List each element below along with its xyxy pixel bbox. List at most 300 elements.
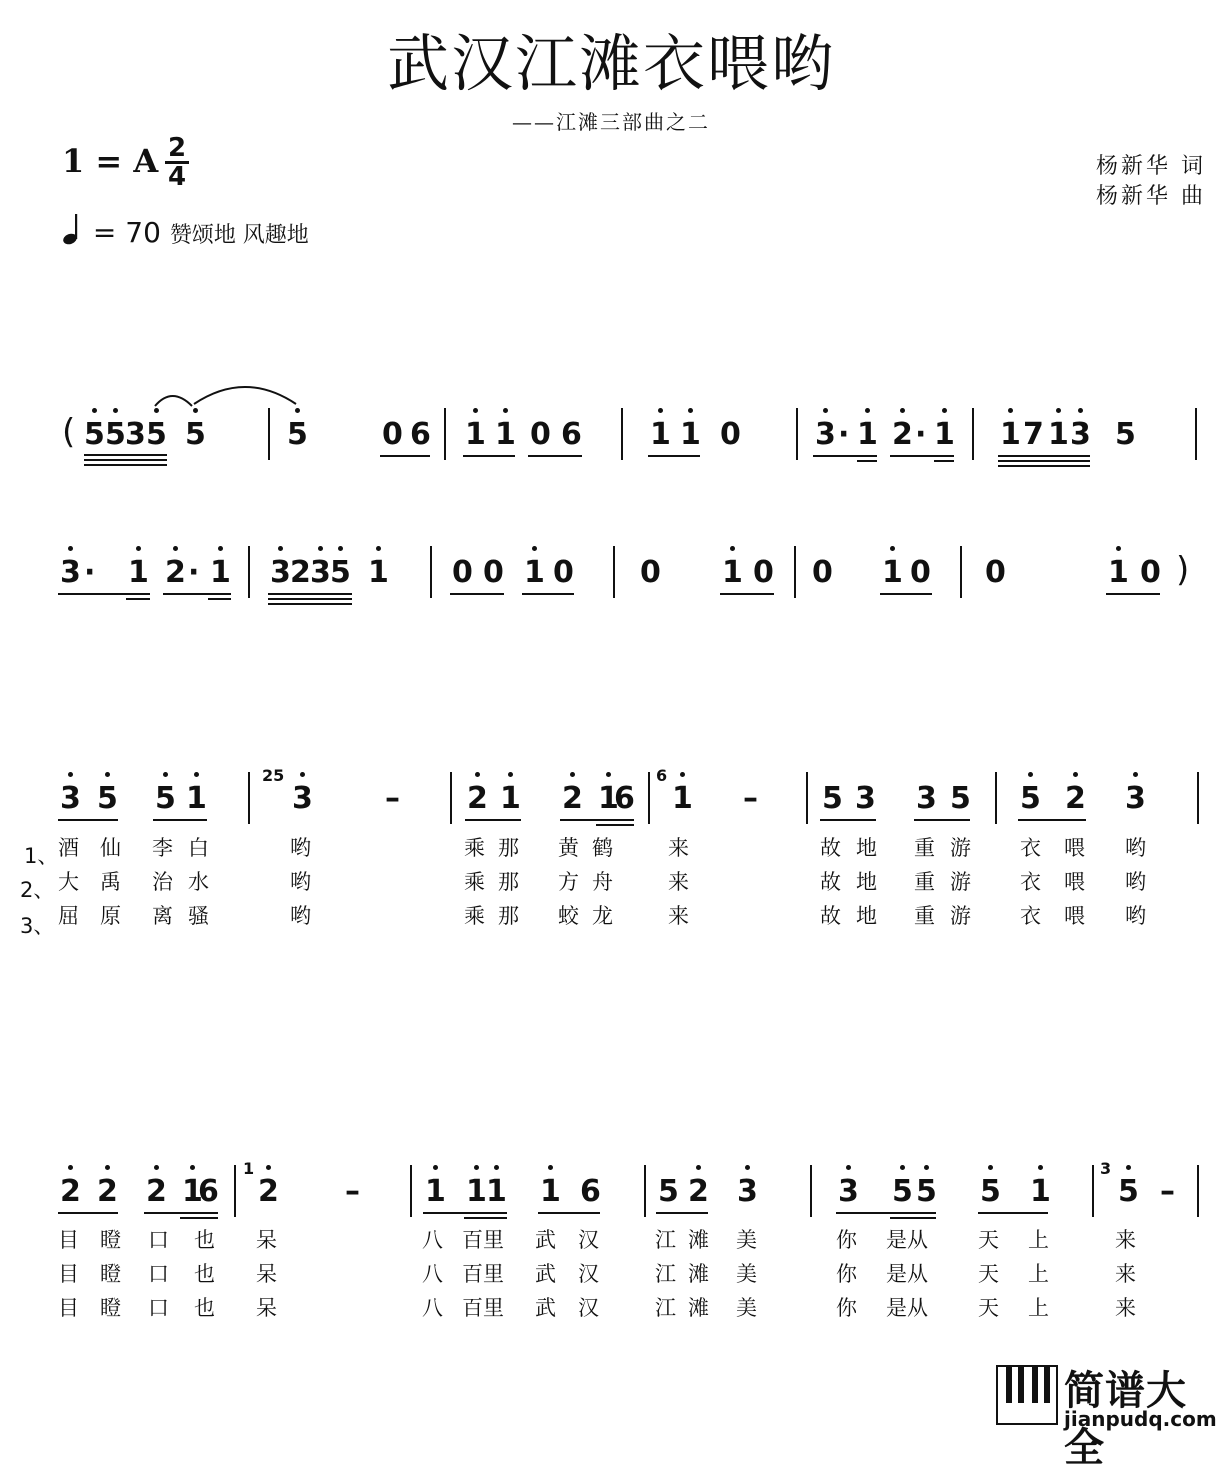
note — [1023, 418, 1044, 452]
octave-dot — [1073, 772, 1078, 777]
note-digit: 1 — [210, 555, 231, 590]
octave-dot — [475, 772, 480, 777]
quarter-note-icon — [62, 212, 84, 246]
note — [165, 556, 186, 590]
time-numerator: 2 — [167, 133, 187, 163]
chorus-lyric: 上 — [1028, 1228, 1049, 1252]
close-paren: ) — [1176, 550, 1190, 590]
note — [60, 1175, 81, 1209]
octave-dot — [473, 408, 478, 413]
song-subtitle: ——江滩三部曲之二 — [512, 110, 710, 134]
chorus-lyric: 滩 — [688, 1262, 709, 1286]
note-digit: · — [915, 417, 927, 452]
chorus-lyric: 滩 — [688, 1228, 709, 1252]
note — [292, 782, 313, 816]
verse-number: 2、 — [20, 878, 55, 902]
underline — [998, 460, 1090, 462]
note-digit: 2 — [258, 1174, 279, 1209]
note-digit: 0 — [812, 555, 833, 590]
verse-lyric: 重 — [914, 904, 935, 928]
chorus-lyric: 是从 — [886, 1262, 928, 1286]
tempo-marking — [62, 212, 309, 249]
note-digit: 3 — [292, 781, 313, 816]
verse-lyric: 衣 — [1020, 904, 1041, 928]
note-digit: 5 — [1115, 417, 1136, 452]
verse-lyric: 屈 — [58, 904, 79, 928]
note-digit: · — [84, 555, 96, 590]
note-digit: 2 — [60, 1174, 81, 1209]
song-title: 武汉江滩衣喂哟 — [386, 27, 835, 100]
note-digit: 0 — [910, 555, 931, 590]
chorus-lyric: 你 — [836, 1262, 857, 1286]
underline — [58, 819, 118, 821]
verse-lyric: 乘 — [464, 836, 485, 860]
barline — [621, 408, 623, 460]
chorus-lyric: 百里 — [462, 1296, 504, 1320]
verse-lyric: 哟 — [290, 836, 311, 860]
verse-lyric: 那 — [498, 904, 519, 928]
verse-lyric: 舟 — [592, 870, 613, 894]
score-system-1 — [0, 412, 1222, 478]
note — [310, 556, 331, 590]
verse-lyric: 黄 — [558, 836, 579, 860]
note — [1065, 782, 1086, 816]
note-digit: 1 — [425, 1174, 446, 1209]
barline — [430, 546, 432, 598]
note — [892, 418, 913, 452]
tempo-value: = 70 — [92, 216, 161, 249]
note — [290, 556, 311, 590]
chorus-lyric: 天 — [978, 1296, 999, 1320]
note — [812, 556, 833, 590]
octave-dot — [92, 408, 97, 413]
verse-lyric: 喂 — [1064, 870, 1085, 894]
barline — [796, 408, 798, 460]
note-digit: 0 — [640, 555, 661, 590]
underline — [978, 1212, 1048, 1214]
octave-dot — [154, 1165, 159, 1170]
verse-lyric: 故 — [820, 836, 841, 860]
underline — [528, 455, 582, 457]
barline — [410, 1165, 412, 1217]
note-digit: 1 — [650, 417, 671, 452]
underline — [656, 1212, 708, 1214]
note — [1000, 418, 1021, 452]
octave-dot — [218, 546, 223, 551]
note — [467, 782, 488, 816]
note — [855, 782, 876, 816]
verse-lyric: 治 — [152, 870, 173, 894]
verse-lyric: 酒 — [58, 836, 79, 860]
note-digit: · — [838, 417, 850, 452]
note-digit: 5 — [1118, 1174, 1139, 1209]
octave-dot — [1056, 408, 1061, 413]
octave-dot — [745, 1165, 750, 1170]
dash: – — [385, 781, 400, 816]
verse-number: 1、 — [24, 844, 59, 868]
note — [658, 1175, 679, 1209]
underline — [813, 455, 877, 457]
note — [915, 418, 926, 452]
chorus-lyric: 来 — [1115, 1262, 1136, 1286]
note — [934, 418, 955, 452]
note — [838, 418, 849, 452]
note-digit: 3 — [737, 1174, 758, 1209]
note-digit: 2 — [562, 781, 583, 816]
chorus-lyric: 美 — [736, 1262, 757, 1286]
verse-lyric: 故 — [820, 870, 841, 894]
dash: – — [345, 1174, 360, 1209]
octave-dot — [532, 546, 537, 551]
credits — [1096, 152, 1206, 212]
note — [155, 782, 176, 816]
barline — [1092, 1165, 1094, 1217]
verse-lyric: 骚 — [188, 904, 209, 928]
octave-dot — [900, 1165, 905, 1170]
note-digit: 5 — [97, 781, 118, 816]
open-paren: ( — [62, 412, 76, 452]
octave-dot — [136, 546, 141, 551]
underline — [268, 603, 352, 605]
note-digit: 1 — [1048, 417, 1069, 452]
note — [1108, 556, 1129, 590]
verse-lyric: 水 — [188, 870, 209, 894]
verse-lyric: 重 — [914, 836, 935, 860]
note-digit: 5 — [287, 417, 308, 452]
underline — [820, 819, 876, 821]
barline — [1195, 408, 1197, 460]
dash: – — [743, 781, 758, 816]
note — [561, 418, 582, 452]
octave-dot — [318, 546, 323, 551]
note-digit: 1 — [540, 1174, 561, 1209]
chorus-lyric: 呆 — [256, 1262, 277, 1286]
verse-lyric: 地 — [856, 836, 877, 860]
octave-dot — [163, 772, 168, 777]
note — [688, 1175, 709, 1209]
note-digit: 6 — [561, 417, 582, 452]
chorus-lyric: 汉 — [578, 1228, 599, 1252]
piano-keys-icon — [996, 1365, 1058, 1425]
note-digit: 5 — [916, 1174, 937, 1209]
underline — [934, 460, 954, 462]
underline — [538, 1212, 600, 1214]
underline — [84, 459, 167, 461]
underline — [208, 598, 231, 600]
dash: – — [1160, 1174, 1175, 1209]
note — [60, 556, 81, 590]
underline — [84, 454, 167, 456]
octave-dot — [508, 772, 513, 777]
verse-lyric: 那 — [498, 870, 519, 894]
note-digit: 3 — [60, 555, 81, 590]
note-digit: 0 — [530, 417, 551, 452]
underline — [648, 455, 700, 457]
logo-url: jianpudq.com — [1064, 1407, 1217, 1431]
barline — [806, 772, 808, 824]
note-digit: 6 — [580, 1174, 601, 1209]
verse-lyric: 原 — [100, 904, 121, 928]
chorus-lyric: 口 — [148, 1228, 169, 1252]
note — [425, 1175, 446, 1209]
note — [330, 556, 351, 590]
octave-dot — [1116, 546, 1121, 551]
barline — [613, 546, 615, 598]
octave-dot — [194, 772, 199, 777]
note — [483, 556, 504, 590]
underline — [890, 455, 954, 457]
verse-lyric: 游 — [950, 904, 971, 928]
verse-lyric: 哟 — [1125, 904, 1146, 928]
chorus-lyric: 也 — [194, 1262, 215, 1286]
note-digit: 1 — [934, 417, 955, 452]
note — [128, 556, 149, 590]
note-digit: 1 — [722, 555, 743, 590]
lyricist: 杨新华 词 — [1096, 154, 1206, 179]
underline — [720, 593, 774, 595]
octave-dot — [266, 1165, 271, 1170]
underline — [58, 593, 150, 595]
note — [722, 556, 743, 590]
note-digit: · — [188, 555, 200, 590]
chorus-lyric: 目 — [58, 1262, 79, 1286]
note-digit: 5 — [146, 417, 167, 452]
underline — [153, 819, 207, 821]
octave-dot — [1038, 1165, 1043, 1170]
verse-lyric: 衣 — [1020, 870, 1041, 894]
note-digit: 6 — [614, 781, 635, 816]
note-digit: 3 — [310, 555, 331, 590]
note-digit: 0 — [553, 555, 574, 590]
octave-dot — [1126, 1165, 1131, 1170]
note — [270, 556, 291, 590]
grace-notes: 25 — [262, 766, 285, 785]
note-digit: 5 — [892, 1174, 913, 1209]
note-digit: 2 — [146, 1174, 167, 1209]
note-digit: 1 — [1030, 1174, 1051, 1209]
underline — [180, 1217, 218, 1219]
note — [125, 418, 146, 452]
chorus-lyric: 八 — [422, 1228, 443, 1252]
verse-lyric: 乘 — [464, 904, 485, 928]
note-digit: 3 — [815, 417, 836, 452]
grace-note: 3 — [1100, 1159, 1112, 1178]
note — [60, 782, 81, 816]
time-signature — [165, 133, 189, 192]
verse-lyric: 重 — [914, 870, 935, 894]
chorus-lyric: 江 — [655, 1262, 676, 1286]
barline — [1197, 772, 1199, 824]
chorus-lyric: 武 — [535, 1228, 556, 1252]
note — [1125, 782, 1146, 816]
octave-dot — [105, 772, 110, 777]
logo-text: 简谱大全 — [1064, 1368, 1187, 1471]
note — [737, 1175, 758, 1209]
barline — [1197, 1165, 1199, 1217]
underline — [914, 819, 970, 821]
note-digit: 7 — [1023, 417, 1044, 452]
underline — [880, 593, 932, 595]
verse-lyric: 地 — [856, 870, 877, 894]
octave-dot — [570, 772, 575, 777]
note — [198, 1175, 219, 1209]
chorus-lyric: 是从 — [886, 1296, 928, 1320]
note — [1115, 418, 1136, 452]
underline — [84, 464, 167, 466]
note — [892, 1175, 913, 1209]
grace-note: 1 — [243, 1159, 255, 1178]
barline — [450, 772, 452, 824]
underline — [857, 460, 877, 462]
note — [486, 1175, 507, 1209]
note-digit: 3 — [855, 781, 876, 816]
note-digit: 1 — [186, 781, 207, 816]
note — [410, 418, 431, 452]
note-digit: 5 — [185, 417, 206, 452]
verse-lyric: 喂 — [1064, 904, 1085, 928]
note-digit: 3 — [838, 1174, 859, 1209]
note — [857, 418, 878, 452]
note — [882, 556, 903, 590]
note — [1070, 418, 1091, 452]
note — [562, 782, 583, 816]
note-digit: 1 — [680, 417, 701, 452]
note-digit: 1 — [672, 781, 693, 816]
note-digit: 0 — [382, 417, 403, 452]
note — [258, 1175, 279, 1209]
verse-lyric: 地 — [856, 904, 877, 928]
verse-lyric: 来 — [668, 904, 689, 928]
slur-icon — [150, 382, 300, 412]
octave-dot — [68, 1165, 73, 1170]
verse-lyric: 仙 — [100, 836, 121, 860]
verse-lyric: 来 — [668, 836, 689, 860]
note — [753, 556, 774, 590]
note — [916, 1175, 937, 1209]
verse-lyric: 蛟 — [558, 904, 579, 928]
underline — [998, 455, 1090, 457]
note — [916, 782, 937, 816]
time-denominator: 4 — [167, 162, 187, 192]
verse-lyric: 哟 — [1125, 836, 1146, 860]
verse-lyric: 游 — [950, 836, 971, 860]
note-digit: 0 — [1140, 555, 1161, 590]
note — [97, 782, 118, 816]
barline — [810, 1165, 812, 1217]
note-digit: 5 — [84, 417, 105, 452]
note-digit: 0 — [720, 417, 741, 452]
note — [84, 418, 105, 452]
chorus-lyric: 口 — [148, 1296, 169, 1320]
barline — [960, 546, 962, 598]
barline — [234, 1165, 236, 1217]
underline — [998, 465, 1090, 467]
site-logo — [996, 1361, 1217, 1471]
note — [1140, 556, 1161, 590]
octave-dot — [688, 408, 693, 413]
verse-lyric: 故 — [820, 904, 841, 928]
octave-dot — [300, 772, 305, 777]
note — [146, 1175, 167, 1209]
octave-dot — [900, 408, 905, 413]
octave-dot — [376, 546, 381, 551]
note — [815, 418, 836, 452]
underline — [1018, 819, 1086, 821]
chorus-lyric: 美 — [736, 1228, 757, 1252]
chorus-lyric: 口 — [148, 1262, 169, 1286]
verse-lyric: 那 — [498, 836, 519, 860]
note-digit: 2 — [1065, 781, 1086, 816]
octave-dot — [942, 408, 947, 413]
verse-lyric: 来 — [668, 870, 689, 894]
chorus-lyric: 是从 — [886, 1228, 928, 1252]
chorus-lyric: 百里 — [462, 1262, 504, 1286]
note-digit: 6 — [410, 417, 431, 452]
note — [985, 556, 1006, 590]
note — [950, 782, 971, 816]
note — [822, 782, 843, 816]
underline — [890, 1217, 936, 1219]
chorus-lyric: 滩 — [688, 1296, 709, 1320]
note — [524, 556, 545, 590]
chorus-lyric: 江 — [655, 1296, 676, 1320]
note-digit: 0 — [753, 555, 774, 590]
octave-dot — [1133, 772, 1138, 777]
note — [495, 418, 516, 452]
verse-lyric: 衣 — [1020, 836, 1041, 860]
note — [186, 782, 207, 816]
note — [1030, 1175, 1051, 1209]
chorus-lyric: 武 — [535, 1296, 556, 1320]
underline — [268, 593, 352, 595]
note — [720, 418, 741, 452]
note — [672, 782, 693, 816]
octave-dot — [503, 408, 508, 413]
chorus-lyric: 天 — [978, 1262, 999, 1286]
chorus-lyric: 美 — [736, 1296, 757, 1320]
chorus-lyric: 来 — [1115, 1228, 1136, 1252]
verse-lyric: 龙 — [592, 904, 613, 928]
underline — [268, 598, 352, 600]
note — [188, 556, 199, 590]
note-digit: 5 — [105, 417, 126, 452]
note-digit: 1 — [1000, 417, 1021, 452]
verse-lyric: 乘 — [464, 870, 485, 894]
note-digit: 2 — [688, 1174, 709, 1209]
note-digit: 0 — [452, 555, 473, 590]
note-digit: 1 — [128, 555, 149, 590]
underline — [126, 598, 150, 600]
note — [530, 418, 551, 452]
chorus-lyric: 也 — [194, 1296, 215, 1320]
note — [185, 418, 206, 452]
underline — [596, 824, 634, 826]
chorus-lyric: 瞪 — [100, 1296, 121, 1320]
octave-dot — [924, 1165, 929, 1170]
verse-number: 3、 — [20, 914, 55, 938]
barline — [794, 546, 796, 598]
score-system-2 — [0, 550, 1222, 616]
note-digit: 3 — [60, 781, 81, 816]
note — [650, 418, 671, 452]
underline — [522, 593, 574, 595]
note-digit: 3 — [1125, 781, 1146, 816]
verse-lyric: 大 — [58, 870, 79, 894]
note-digit: 1 — [857, 417, 878, 452]
octave-dot — [433, 1165, 438, 1170]
verse-lyric: 哟 — [290, 904, 311, 928]
underline — [144, 1212, 218, 1214]
